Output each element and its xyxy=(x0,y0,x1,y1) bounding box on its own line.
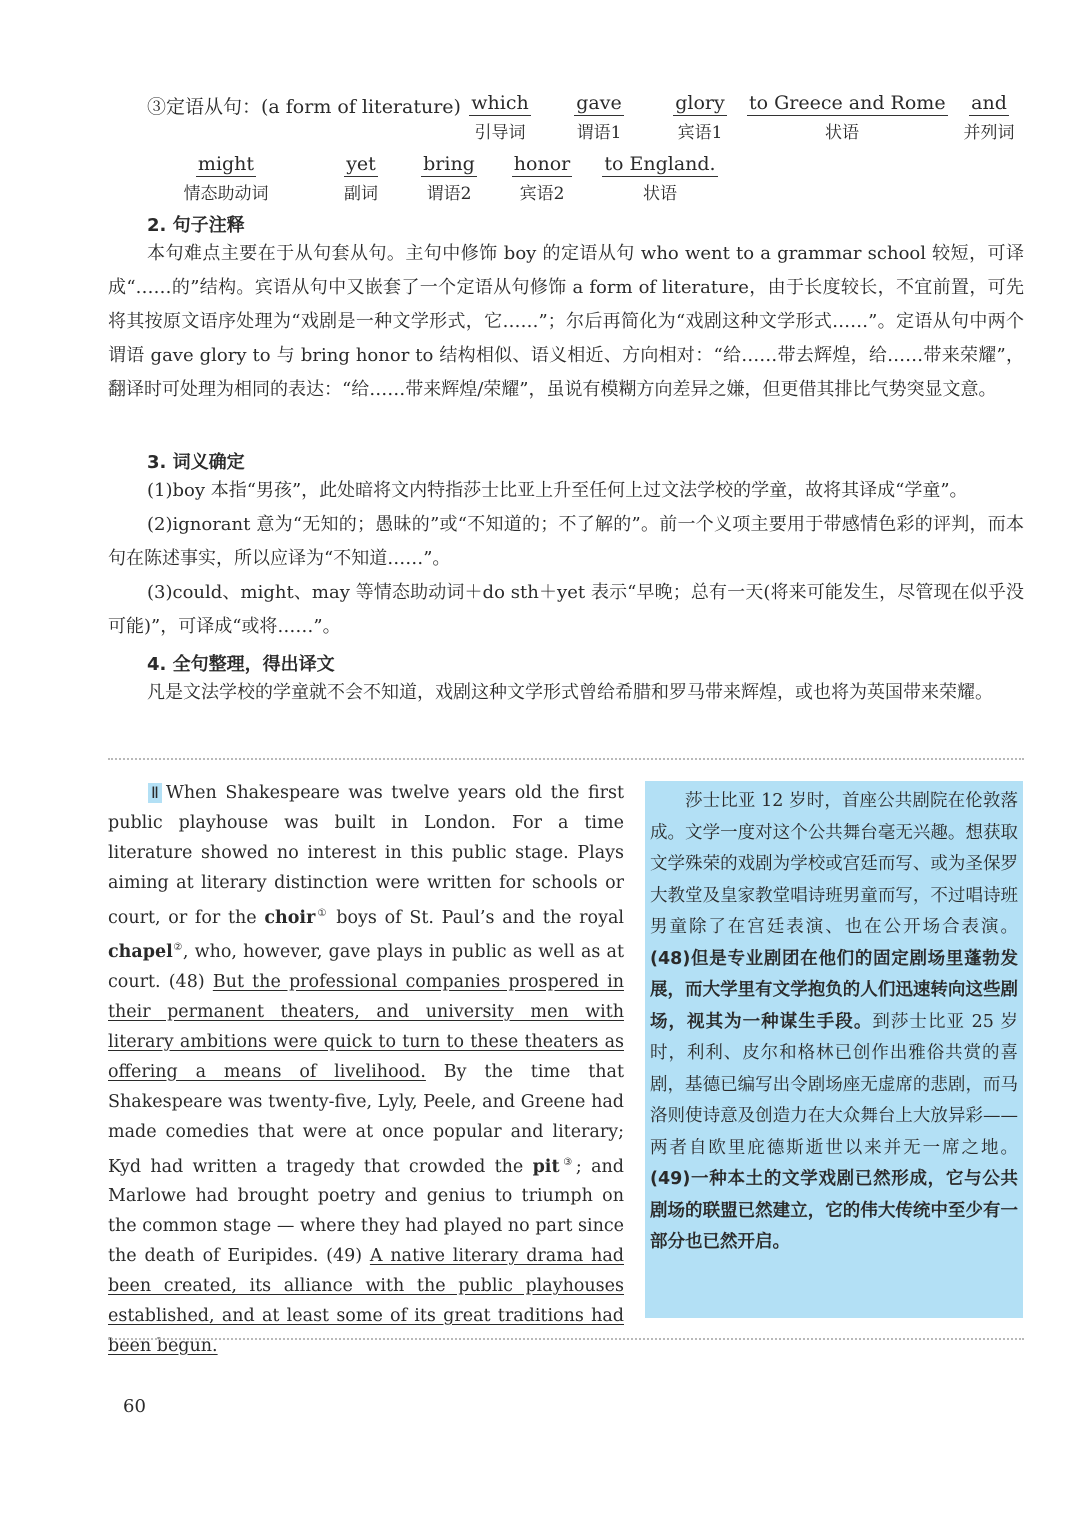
footnote-mark: ① xyxy=(315,907,329,919)
analysis-cell xyxy=(326,153,396,205)
analysis-word: gave xyxy=(576,92,622,114)
analysis-cell xyxy=(506,153,578,205)
section-heading: 2. 句子注释 xyxy=(147,215,245,236)
analysis-cell xyxy=(596,153,724,205)
page-number: 60 xyxy=(123,1396,146,1417)
analysis-label: 宾语1 xyxy=(677,123,723,143)
analysis-label: 谓语1 xyxy=(576,123,622,143)
analysis-label: 并列词 xyxy=(963,123,1015,143)
analysis-cell xyxy=(170,153,282,205)
analysis-word: to England. xyxy=(604,153,716,175)
passage-marker: Ⅱ xyxy=(148,783,162,803)
divider xyxy=(108,758,1024,760)
english-passage: Ⅱ When Shakespeare was twelve years old the first public playhouse was built in London. For a time literature showed no interest in this public stage. Plays aiming at literary distinction were written for schools or court, or for the choir① boys of St. Paul’s and the royal chapel②, who, however, gave plays in public as well as at court. (48) But the professional companies prospered in their permanent theaters, and university men with literary ambitions were quick to turn to these theaters as offering a means of livelihood. By the time that Shakespeare was twenty-five, Lyly, Peele, and Greene had made comedies that were at once popular and literary; Kyd had written a tragedy that crowded the pit③; and Marlowe had brought poetry and genius to triumph on the common stage — where they had played no part since the death of Euripides. (49) A native literary drama had been created, its alliance with the public playhouses established, and at least some of its great traditions had been begun. xyxy=(108,783,625,1356)
analysis-label: 情态助动词 xyxy=(183,184,269,204)
analysis-word: and xyxy=(971,92,1007,114)
analysis-label: 宾语2 xyxy=(519,184,565,204)
bold-translation-49: (49)一种本土的文学戏剧已然形成，它与公共剧场的联盟已然建立，它的伟大传统中至少有一部分也已然开启。 xyxy=(650,1169,1018,1252)
analysis-label: 引导词 xyxy=(474,123,526,143)
underlined-sentence-49: A native literary drama had been created, its alliance with the public playhouses established, and at least some of its great traditions had been begun. xyxy=(108,1246,624,1356)
word-meaning-item: (2)ignorant 意为“无知的；愚昧的”或“不知道的；不了解的”。前一个义项主要用于带感情色彩的评判，而本句在陈述事实，所以应译为“不知道……”。 xyxy=(108,514,1024,569)
word-meaning-item: (1)boy 本指“男孩”，此处暗将文内特指莎士比亚上升至任何上过文法学校的学童，故将其译成“学童”。 xyxy=(147,480,968,501)
underlined-sentence-48: But the professional companies prospered in their permanent theaters, and university men with literary ambitions were quick to turn to these theaters as offering a means of livelihood. xyxy=(108,972,624,1082)
word-meaning-item: (3)could、might、may 等情态助动词＋do sth＋yet 表示“早晚；总有一天(将来可能发生，尽管现在似乎没可能)”，可译成“或将……”。 xyxy=(108,582,1024,637)
analysis-label: 谓语2 xyxy=(426,184,472,204)
analysis-cell xyxy=(455,92,545,144)
analysis-word: bring xyxy=(423,153,475,175)
analysis-word: might xyxy=(197,153,255,175)
analysis-cell xyxy=(660,92,740,144)
analysis-word: honor xyxy=(513,153,571,175)
analysis-cell xyxy=(747,92,946,144)
section-heading: 3. 词义确定 xyxy=(147,452,245,473)
analysis-word: glory xyxy=(675,92,725,114)
bold-translation-48: (48)但是专业剧团在他们的固定剧场里蓬勃发展，而大学里有文学抱负的人们迅速转向这些剧场，视其为一种谋生手段。 xyxy=(650,948,1018,1032)
chinese-translation: 莎士比亚 12 岁时，首座公共剧院在伦敦落成。文学一度对这个公共舞台毫无兴趣。想获取文学殊荣的戏剧为学校或宫廷而写、或为圣保罗大教堂及皇家教堂唱诗班男童而写，不过唱诗班男童除了在宫廷表演、也在公开场合表演。(48)但是专业剧团在他们的固定剧场里蓬勃发展，而大学里有文学抱负的人们迅速转向这些剧场，视其为一种谋生手段。到莎士比亚 25 岁时，利利、皮尔和格林已创作出雅俗共赏的喜剧，基德已编写出令剧场座无虚席的悲剧，而马洛则使诗意及创造力在大众舞台上大放异彩——两者自欧里庇德斯逝世以来并无一席之地。(49)一种本土的文学戏剧已然形成，它与公共剧场的联盟已然建立，它的伟大传统中至少有一部分也已然开启。 xyxy=(650,791,1018,1252)
final-translation: 凡是文法学校的学童就不会不知道，戏剧这种文学形式曾给希腊和罗马带来辉煌，或也将为英国带来荣耀。 xyxy=(147,682,993,703)
section-heading: 4. 全句整理，得出译文 xyxy=(147,654,335,675)
analysis-label: 状语 xyxy=(643,184,677,204)
divider xyxy=(108,1338,1024,1340)
analysis-cell xyxy=(950,92,1028,144)
analysis-label: 状语 xyxy=(825,123,859,143)
glossary-word: chapel xyxy=(108,942,173,963)
footnote-mark: ③ xyxy=(559,1156,576,1168)
analysis-word: to Greece and Rome xyxy=(749,92,946,114)
clause-analysis-intro: ③定语从句：(a form of literature) xyxy=(147,96,461,118)
footnote-mark: ② xyxy=(172,942,183,954)
analysis-label: 副词 xyxy=(344,184,378,204)
analysis-word: which xyxy=(471,92,529,114)
analysis-cell xyxy=(413,153,485,205)
analysis-cell xyxy=(559,92,639,144)
analysis-word: yet xyxy=(346,153,376,175)
section-text: 本句难点主要在于从句套从句。主句中修饰 boy 的定语从句 who went to a grammar school 较短，可译成“……的”结构。宾语从句中又嵌套了一个定语从句修饰 a form of literature，由于长度较长，不宜前置，可先将其按原文语序处理为“戏剧是一种文学形式，它……”；尔后再简化为“戏剧这种文学形式……”。定语从句中两个谓语 gave glory to 与 bring honor to 结构相似、语义相近、方向相对：“给……带去辉煌，给……带来荣耀”，翻译时可处理为相同的表达：“给……带来辉煌/荣耀”，虽说有模糊方向差异之嫌，但更借其排比气势突显文意。 xyxy=(108,243,1024,400)
glossary-word: choir xyxy=(264,907,316,928)
glossary-word: pit xyxy=(532,1156,560,1177)
